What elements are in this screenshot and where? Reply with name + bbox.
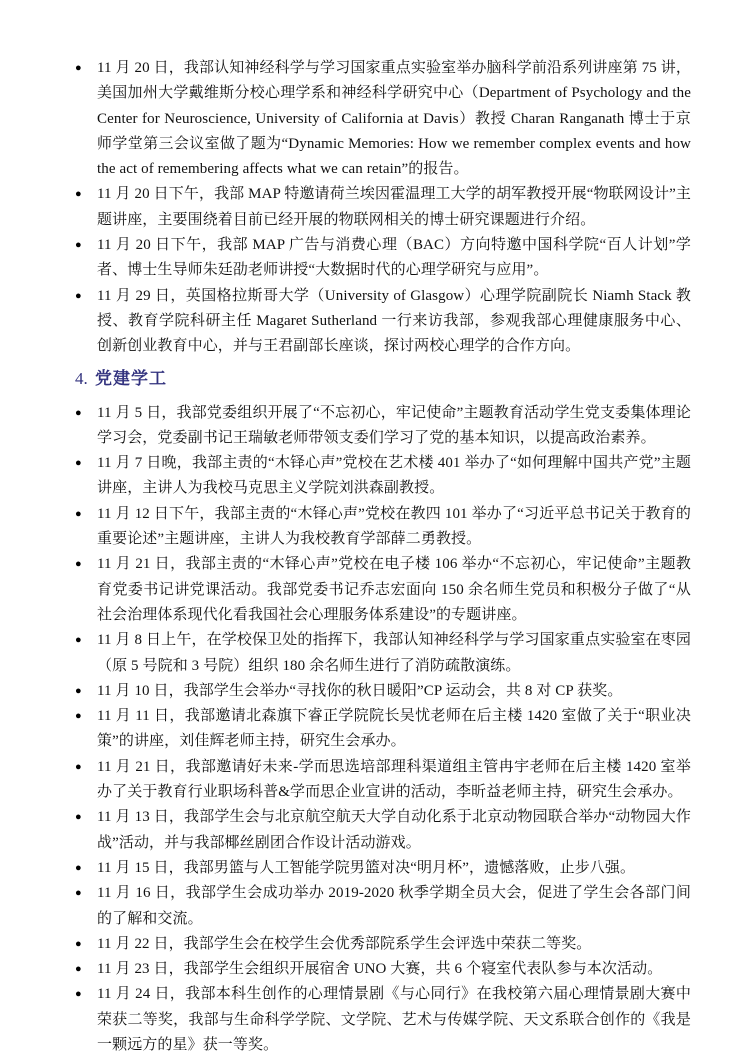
- bullet-icon: ●: [75, 988, 82, 1001]
- list-item: [75, 755, 691, 806]
- section-title: 党建学工: [95, 368, 167, 388]
- bullet-icon: ●: [75, 558, 82, 571]
- list-item-text: 11 月 20 日下午，我部 MAP 广告与消费心理（BAC）方向特邀中国科学院“百人计划”学者、博士生导师朱廷劭老师讲授“大数据时代的心理学研究与应用”。: [97, 237, 691, 279]
- bullet-icon: ●: [75, 457, 82, 470]
- list-item-text: 11 月 16 日，我部学生会成功举办 2019-2020 秋季学期全员大会，促进了学生会各部门间的了解和交流。: [97, 885, 691, 927]
- bullet-icon: ●: [75, 406, 82, 419]
- list-item: [75, 451, 691, 502]
- list-item: [75, 957, 691, 982]
- bullet-icon: ●: [75, 937, 82, 950]
- list-item: [75, 856, 691, 881]
- list-item-text: 11 月 15 日，我部男篮与人工智能学院男篮对决“明月杯”，遗憾落败，止步八强。: [97, 859, 636, 876]
- list-item-text: 11 月 29 日，英国格拉斯哥大学（University of Glasgow）心理学院副院长 Niamh Stack 教授、教育学院科研主任 Magaret Sutherland 一行来访我部，参观我部心理健康服务中心、创新创业教育中心，并与王君副部长座谈，探讨两校心理学的合作方向。: [97, 287, 691, 355]
- list-item-text: 11 月 8 日上午，在学校保卫处的指挥下，我部认知神经科学与学习国家重点实验室在枣园（原 5 号院和 3 号院）组织 180 余名师生进行了消防疏散演练。: [97, 632, 691, 674]
- bullet-icon: ●: [75, 289, 82, 302]
- list-item: [75, 704, 691, 755]
- bullet-icon: ●: [75, 710, 82, 723]
- list-item: [75, 401, 691, 452]
- party-student-affairs-list: [75, 401, 691, 1059]
- list-item-text: 11 月 20 日下午，我部 MAP 特邀请荷兰埃因霍温理工大学的胡军教授开展“物联网设计”主题讲座，主要围绕着目前已经开展的物联网相关的博士研究课题进行介绍。: [97, 186, 691, 228]
- bullet-icon: ●: [75, 507, 82, 520]
- list-item-text: 11 月 21 日，我部邀请好未来-学而思选培部理科渠道组主管冉宇老师在后主楼 1420 室举办了关于教育行业职场科普&学而思企业宣讲的活动，李昕益老师主持，研究生会承办。: [97, 758, 691, 801]
- bullet-icon: ●: [75, 811, 82, 824]
- academic-exchange-list: [75, 56, 691, 360]
- bullet-icon: ●: [75, 634, 82, 647]
- section-heading: [75, 367, 691, 391]
- list-item-text: 11 月 7 日晚，我部主责的“木铎心声”党校在艺术楼 401 举办了“如何理解中国共产党”主题讲座，主讲人为我校马克思主义学院刘洪森副教授。: [97, 455, 691, 497]
- bullet-icon: ●: [75, 963, 82, 976]
- list-item-text: 11 月 12 日下午，我部主责的“木铎心声”党校在教四 101 举办了“习近平总书记关于教育的重要论述”主题讲座，主讲人为我校教育学部薛二勇教授。: [97, 505, 691, 548]
- list-item: [75, 552, 691, 628]
- bullet-icon: ●: [75, 887, 82, 900]
- list-item-text: 11 月 20 日，我部认知神经科学与学习国家重点实验室举办脑科学前沿系列讲座第 75 讲，美国加州大学戴维斯分校心理学系和神经科学研究中心（Department of Psychology and the Center for Neuroscience, University of California at Davis）教授 Charan Ranganath 博士于京师学堂第三会议室做了题为“Dynamic Memories: How we remember complex events and how the act of remembering affects what we can retain”的报告。: [97, 60, 691, 178]
- section-number: 4.: [75, 368, 88, 388]
- list-item: [75, 56, 691, 182]
- list-item: [75, 679, 691, 704]
- list-item-text: 11 月 10 日，我部学生会举办“寻找你的秋日暖阳”CP 运动会，共 8 对 CP 获奖。: [97, 682, 623, 699]
- bullet-icon: ●: [75, 760, 82, 773]
- list-item-text: 11 月 22 日，我部学生会在校学生会优秀部院系学生会评选中荣获二等奖。: [97, 935, 592, 952]
- list-item: [75, 982, 691, 1058]
- list-item-text: 11 月 5 日，我部党委组织开展了“不忘初心，牢记使命”主题教育活动学生党支委集体理论学习会，党委副书记王瑞敏老师带领支委们学习了党的基本知识，以提高政治素养。: [97, 404, 691, 446]
- list-item-text: 11 月 11 日，我部邀请北森旗下睿正学院院长吴忧老师在后主楼 1420 室做了关于“职业决策”的讲座，刘佳辉老师主持，研究生会承办。: [97, 708, 691, 750]
- list-item: [75, 284, 691, 360]
- list-item: [75, 182, 691, 233]
- bullet-icon: ●: [75, 684, 82, 697]
- list-item-text: 11 月 13 日，我部学生会与北京航空航天大学自动化系于北京动物园联合举办“动物园大作战”活动，并与我部椰丝剧团合作设计活动游戏。: [97, 809, 691, 851]
- bullet-icon: ●: [75, 239, 82, 252]
- list-item: [75, 628, 691, 679]
- list-item-text: 11 月 23 日，我部学生会组织开展宿舍 UNO 大赛，共 6 个寝室代表队参与本次活动。: [97, 961, 663, 978]
- list-item: [75, 932, 691, 957]
- bullet-icon: ●: [75, 62, 82, 74]
- bullet-icon: ●: [75, 861, 82, 874]
- list-item: [75, 233, 691, 284]
- list-item: [75, 881, 691, 932]
- list-item: [75, 805, 691, 856]
- list-item-text: 11 月 24 日，我部本科生创作的心理情景剧《与心同行》在我校第六届心理情景剧大赛中荣获二等奖，我部与生命科学学院、文学院、艺术与传媒学院、天文系联合创作的《我是一颗远方的星》获一等奖。: [97, 986, 691, 1053]
- bullet-icon: ●: [75, 188, 82, 201]
- list-item: [75, 502, 691, 553]
- list-item-text: 11 月 21 日，我部主责的“木铎心声”党校在电子楼 106 举办“不忘初心，牢记使命”主题教育党委书记讲党课活动。我部党委书记乔志宏面向 150 余名师生党员和积极分子做了“从社会治理体系现代化看我国社会心理服务体系建设”的专题讲座。: [97, 556, 691, 623]
